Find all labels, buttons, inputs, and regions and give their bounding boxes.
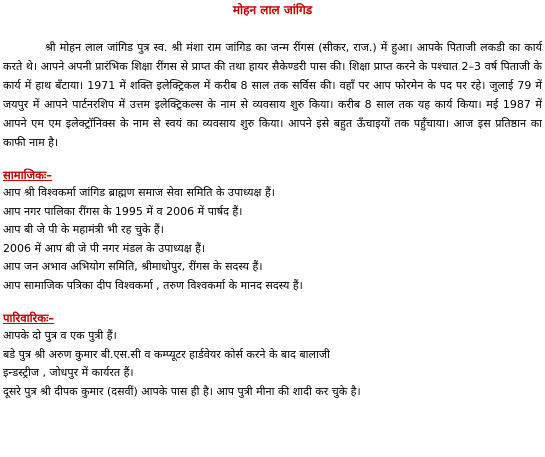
social-item: आप नगर पालिका रींगस के 1995 में व 2006 में पार्षद हैं। bbox=[3, 204, 243, 218]
intro-text: श्री मोहन लाल जांगिड पुत्र स्व. श्री मंशा राम जांगिड का जन्म रींगस (सीकर, राज.) में हुआ। आपके पिताजी लकडी का कार्य करते थे। आपने अपनी प्रारंभिक शिक्षा रींगस से प्राप्त की तथा हायर सैकेण्डरी पास की। शिक्षा प्राप्त करने के पश्चात 2–3 वर्ष पिताजी के कार्य में हाथ बँटाया। 1971 में शक्ति इलेक्ट्रिकल में करीब 8 साल तक सर्विस की। वहाँ पर आप फोरमेन के पद पर रहे। जुलाई 79 में जयपुर में आपने पार्टनरशिप में उत्तम इलेक्ट्रिकल्स के नाम से व्यवसाय शुरु किया। करीब 8 साल तक यह कार्य किया। मई 1987 में आपने एम एम इलेक्ट्रॉनिक्स के नाम से स्वयं का व्यवसाय शुरु किया। आपने इसे बहुत ऊँचाइयों तक पहुँचाया। आज इस प्रतिष्ठान का काफी नाम है। bbox=[3, 41, 542, 149]
social-item: आप श्री विश्वकर्मा जांगिड ब्राह्मण समाज सेवा समिति के उपाध्यक्ष हैं। bbox=[3, 186, 275, 199]
social-list bbox=[3, 184, 542, 295]
social-item: आप बी जे पी के महामंत्री भी रह चुके हैं। bbox=[3, 223, 164, 236]
family-item: इन्डस्ट्रीज , जोधपुर में कार्यरत हैं। bbox=[3, 366, 134, 379]
social-heading: सामाजिकः– bbox=[3, 168, 53, 182]
family-item: बडे पुत्र श्री अरुण कुमार बी.एस.सी व कम्प्यूटर हार्डवेयर कोर्स करने के बाद बालाजी bbox=[3, 347, 330, 361]
family-item: आपके दो पुत्र व एक पुत्री हैं। bbox=[3, 329, 117, 342]
social-item: आप जन अभाव अभियोग समिति, श्रीमाधोपुर, रींगस के सदस्य हैं। bbox=[3, 260, 263, 273]
social-item: 2006 में आप बी जे पी नगर मंडल के उपाध्यक्ष हैं। bbox=[3, 241, 206, 255]
family-heading: पारिवारिकः– bbox=[3, 311, 55, 325]
social-item: आप सामाजिक पत्रिका दीप विश्वकर्मा , तरुण विश्वकर्मा के मानद सदस्य हैं। bbox=[3, 278, 303, 292]
page-title: मोहन लाल जांगिड bbox=[232, 3, 313, 17]
intro-paragraph bbox=[3, 38, 542, 152]
family-list bbox=[3, 327, 542, 401]
family-item: दूसरे पुत्र श्री दीपक कुमार (दसवीं) आपके पास ही है। आप पुत्री मीना की शादी कर चुके है। bbox=[3, 384, 361, 398]
